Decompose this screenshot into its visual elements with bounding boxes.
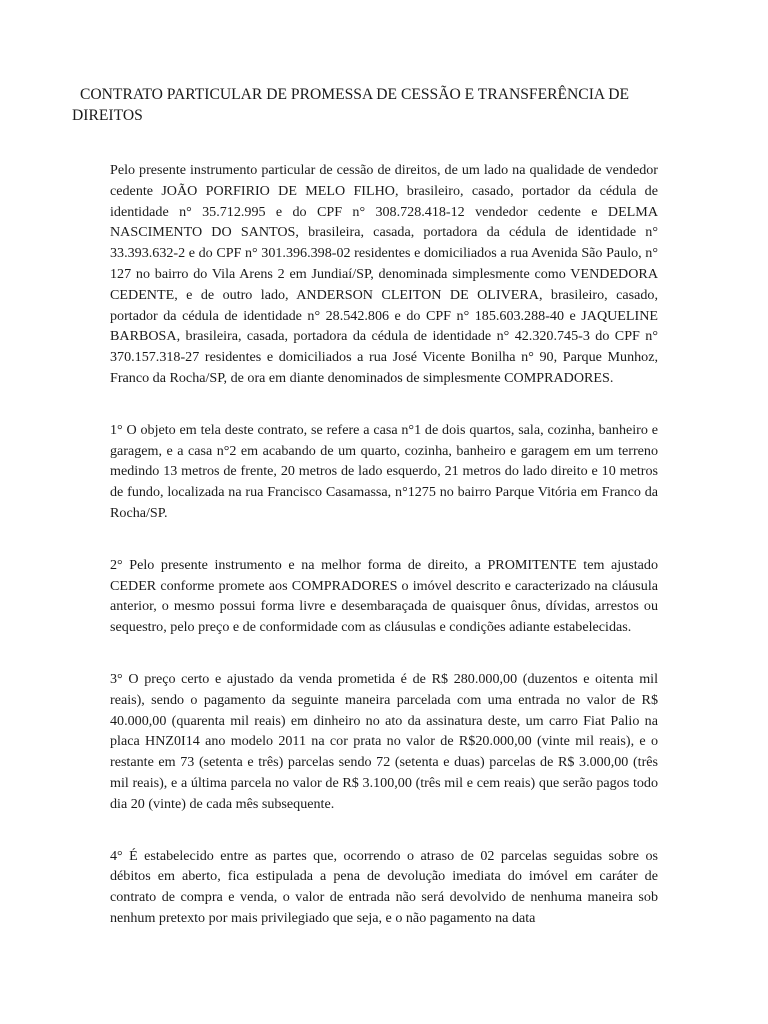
document-title: CONTRATO PARTICULAR DE PROMESSA DE CESSÃO E TRANSFERÊNCIA DE DIREITOS — [72, 86, 629, 124]
paragraph-clause-3: 3° O preço certo e ajustado da venda prometida é de R$ 280.000,00 (duzentos e oitenta mil reais), sendo o pagamento da seguinte maneira parcelada com uma entrada no valor de R$ 40.000,00 (quarenta mil reais) em dinheiro no ato da assinatura deste, um carro Fiat Palio na placa HNZ0I14 ano modelo 2011 na cor prata no valor de R$20.000,00 (vinte mil reais), e o restante em 73 (setenta e três) parcelas sendo 72 (setenta e duas) parcelas de R$ 3.000,00 (três mil reais), e a última parcela no valor de R$ 3.100,00 (três mil e cem reais) que serão pagos todo dia 20 (vinte) de cada mês subsequente. — [110, 670, 658, 812]
document-body — [110, 160, 658, 960]
paragraph-clause-4: 4° É estabelecido entre as partes que, ocorrendo o atraso de 02 parcelas seguidas sobre os débitos em aberto, fica estipulada a pena de devolução imediata do imóvel em caráter de contrato de compra e venda, o valor de entrada não será devolvido de nenhuma maneira sob nenhum pretexto por mais privilegiado que seja, e o não pagamento na data — [110, 847, 658, 926]
paragraph-clause-2: 2° Pelo presente instrumento e na melhor forma de direito, a PROMITENTE tem ajustado CEDER conforme promete aos COMPRADORES o imóvel descrito e caracterizado na cláusula anterior, o mesmo possui forma livre e desembaraçada de quaisquer ônus, dívidas, arrestos ou sequestro, pelo preço e de conformidade com as cláusulas e condições adiante estabelecidas. — [110, 556, 658, 636]
paragraph-parties: Pelo presente instrumento particular de cessão de direitos, de um lado na qualidade de vendedor cedente JOÃO PORFIRIO DE MELO FILHO, brasileiro, casado, portador da cédula de identidade n° 35.712.995 e do CPF n° 308.728.418-12 vendedor cedente e DELMA NASCIMENTO DO SANTOS, brasileira, casada, portadora da cédula de identidade n° 33.393.632-2 e do CPF n° 301.396.398-02 residentes e domiciliados a rua Avenida São Paulo, n° 127 no bairro do Vila Arens 2 em Jundiaí/SP, denominada simplesmente como VENDEDORA CEDENTE, e de outro lado, ANDERSON CLEITON DE OLIVERA, brasileiro, casado, portador da cédula de identidade n° 28.542.806 e do CPF n° 185.603.288-40 e JAQUELINE BARBOSA, brasileira, casada, portadora da cédula de identidade n° 42.320.745-3 do CPF n° 370.157.318-27 residentes e domiciliados a rua José Vicente Bonilha n° 90, Parque Munhoz, Franco da Rocha/SP, de ora em diante denominados de simplesmente COMPRADORES. — [110, 162, 658, 386]
paragraph-clause-1: 1° O objeto em tela deste contrato, se refere a casa n°1 de dois quartos, sala, cozinha, banheiro e garagem, e a casa n°2 em acabando de um quarto, cozinha, banheiro e garagem em um terreno medindo 13 metros de frente, 20 metros de lado esquerdo, 21 metros do lado direito e 10 metros de fundo, localizada na rua Francisco Casamassa, n°1275 no bairro Parque Vitória em Franco da Rocha/SP. — [110, 421, 658, 521]
